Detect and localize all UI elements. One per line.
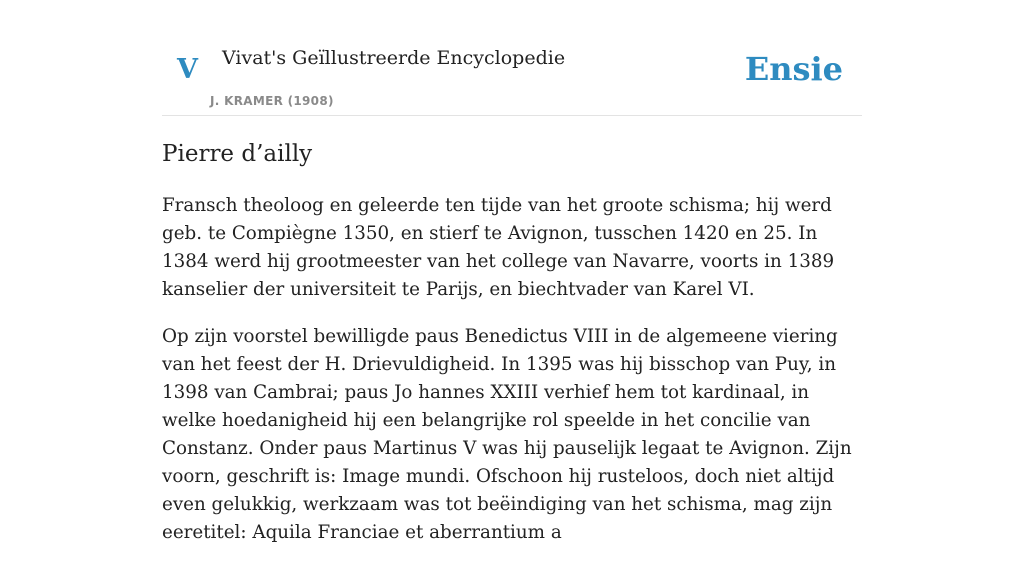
brand-logo[interactable]: Ensie <box>744 50 843 88</box>
source-author: J. KRAMER (1908) <box>210 94 334 108</box>
entry-title: Pierre d’ailly <box>162 141 313 167</box>
source-logo-letter[interactable]: V <box>177 54 198 85</box>
source-title-link[interactable]: Vivat's Geïllustreerde Encyclopedie <box>222 47 566 69</box>
article-paragraph: Fransch theoloog en geleerde ten tijde van het groote schisma; hij werd geb. te Compiègne 1350, en stierf te Avignon, tusschen 1420 en 25. In 1384 werd hij grootmeester van het college van Navarre, voorts in 1389 kanselier der universiteit te Parijs, en biechtvader van Karel VI. <box>162 195 835 300</box>
article-body <box>162 192 862 566</box>
article-paragraph: Op zijn voorstel bewilligde paus Benedictus VIII in de algemeene viering van het feest der H. Drievuldigheid. In 1395 was hij bisschop van Puy, in 1398 van Cambrai; paus Jo hannes XXIII verhief hem tot kardinaal, in welke hoedanigheid hij een belangrijke rol speelde in het concilie van Constanz. Onder paus Martinus V was hij pauselijk legaat te Avignon. Zijn voorn, geschrift is: Image mundi. Ofschoon hij rusteloos, doch niet altijd even gelukkig, werkzaam was tot beëindiging van het schisma, mag zijn eeretitel: Aquila Franciae et aberrantium a <box>162 326 852 543</box>
page-container <box>162 0 862 543</box>
source-header <box>162 0 862 116</box>
